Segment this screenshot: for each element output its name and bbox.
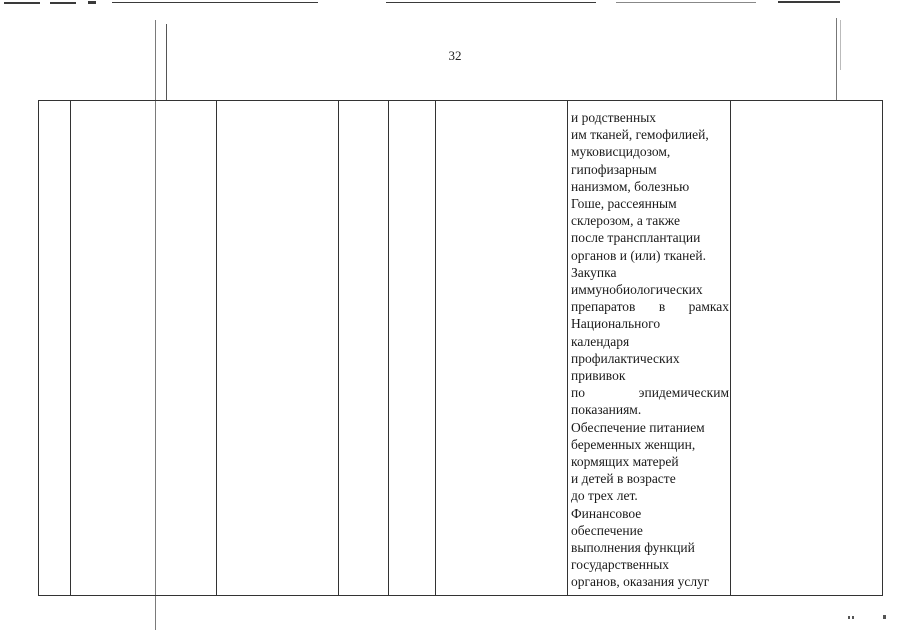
cell-text-line: органов, оказания услуг <box>571 574 710 590</box>
column-divider-3 <box>338 101 339 595</box>
column-divider-7 <box>730 101 731 595</box>
cell-text-line: прививок <box>571 368 626 384</box>
scan-speck-1 <box>848 616 850 619</box>
cell-text-line: кормящих матерей <box>571 454 679 470</box>
cell-text-line: обеспечение <box>571 522 643 538</box>
cell-text-line: выполнения функций <box>571 540 695 556</box>
scan-artifact-top-5 <box>386 2 596 3</box>
cell-text-line: по эпидемическим <box>571 385 729 401</box>
cell-text-line: препаратов в рамках <box>571 299 729 315</box>
bleed-line-left-2 <box>166 24 167 100</box>
column-divider-2 <box>216 101 217 595</box>
cell-text-line: Национального <box>571 316 661 332</box>
scan-artifact-top-4 <box>112 2 318 3</box>
scan-artifact-top-3 <box>88 1 96 4</box>
cell-text-line: и родственных <box>571 110 657 125</box>
cell-text-line: Финансовое <box>571 505 642 521</box>
column-divider-6 <box>567 101 568 595</box>
scan-artifact-top-2 <box>50 2 76 4</box>
cell-text-line: Гоше, рассеянным <box>571 196 677 212</box>
cell-text-line: органов и (или) тканей. <box>571 247 706 263</box>
cell-text-line: нанизмом, болезнью <box>571 178 690 194</box>
column-divider-5 <box>435 101 436 595</box>
cell-text-line: иммунобиологических <box>571 282 703 298</box>
scan-speck-2 <box>852 616 854 619</box>
scan-speck-3 <box>883 615 886 619</box>
cell-text-line: и детей в возрасте <box>571 471 676 487</box>
cell-text-line: гипофизарным <box>571 161 657 177</box>
scan-artifact-top-7 <box>778 1 840 3</box>
column-divider-4 <box>388 101 389 595</box>
page-number: 32 <box>448 48 462 63</box>
column-divider-1 <box>70 101 71 595</box>
cell-text-line: им тканей, гемофилией, <box>571 127 709 143</box>
cell-text-line: календаря <box>571 333 630 349</box>
bleed-line-right <box>836 18 837 100</box>
cell-text-line: муковисцидозом, <box>571 144 671 160</box>
cell-text-line: склерозом, а также <box>571 213 680 229</box>
cell-text-line: беременных женщин, <box>571 436 696 452</box>
cell-text-line: государственных <box>571 557 670 573</box>
cell-text-line: после трансплантации <box>571 230 701 246</box>
scan-artifact-top-1 <box>4 2 40 4</box>
cell-text-line: показаниям. <box>571 402 642 418</box>
cell-text-line: профилактических <box>571 350 680 366</box>
cell-text-line: до трех лет. <box>571 488 638 504</box>
bleed-line-right-short <box>840 20 841 70</box>
table-cell-description <box>571 109 729 591</box>
cell-text-line: Обеспечение питанием <box>571 419 705 435</box>
document-table <box>38 100 883 596</box>
scan-artifact-top-6 <box>616 2 756 3</box>
cell-text-line: Закупка <box>571 264 617 280</box>
